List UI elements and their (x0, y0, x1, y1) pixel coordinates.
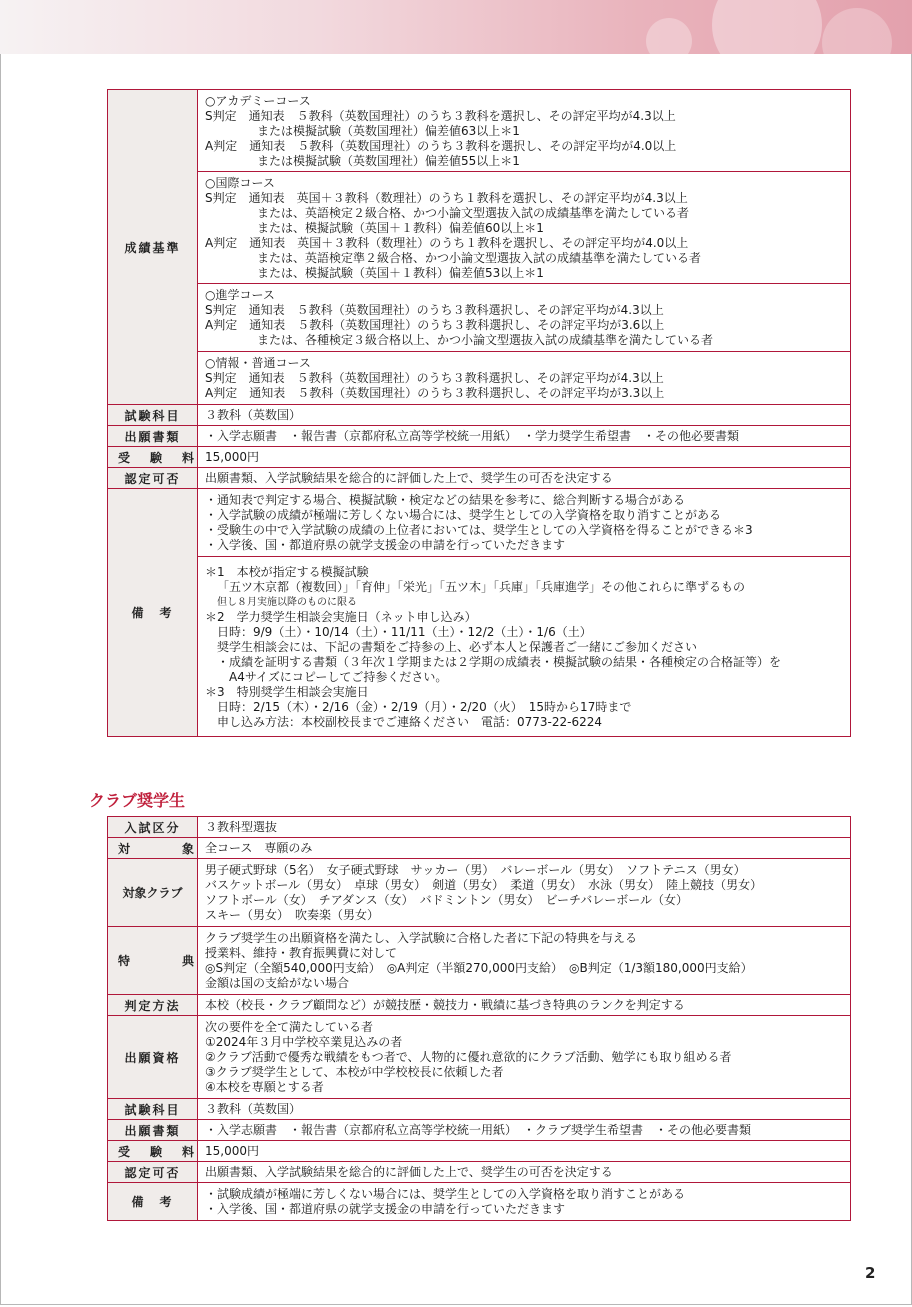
text-line: A判定 通知表 ５教科（英数国理社）のうち３教科を選択し、その評定平均が4.0以上 (205, 138, 677, 153)
decorative-circle (646, 18, 692, 54)
text-line: スキー（男女） 吹奏楽（男女） (205, 908, 380, 922)
text-line: 次の要件を全て満たしている者 (205, 1020, 374, 1034)
documents-value-2: ・入学志願書 ・報告書（京都府私立高等学校統一用紙） ・クラブ奨学生希望書 ・その他必要書類 (198, 1120, 851, 1141)
text-line: ・受験生の中で入学試験の成績の上位者においては、奨学生としての入学資格を得ることができる＊3 (205, 523, 753, 537)
text-line: ＊2 学力奨学生相談会実施日（ネット申し込み） (205, 609, 477, 624)
method-header: 判定方法 (108, 995, 198, 1016)
text-line: ○国際コース (205, 175, 275, 190)
text-line: クラブ奨学生の出願資格を満たし、入学試験に合格した者に下記の特典を与える (205, 931, 638, 945)
decision-value: 出願書類、入学試験結果を総合的に評価した上で、奨学生の可否を決定する (198, 468, 851, 489)
text-line: ○進学コース (205, 288, 275, 302)
page-number: 2 (865, 1264, 876, 1282)
text-line: 申し込み方法：本校副校長までご連絡ください 電話：0773-22-6224 (217, 714, 603, 729)
text-line: または模擬試験（英数国理社）偏差値63以上＊1 (257, 123, 520, 138)
remarks-general (198, 489, 851, 557)
text-line: ＊1 本校が指定する模擬試験 (205, 564, 369, 579)
text-line: S判定 通知表 英国＋３教科（数理社）のうち１教科を選択し、その評定平均が4.3以上 (205, 190, 688, 205)
section-title: クラブ奨学生 (89, 791, 186, 810)
text-line: または、各種検定３級合格以上、かつ小論文型選抜入試の成績基準を満たしている者 (257, 333, 714, 347)
entry-type-header: 入試区分 (108, 817, 198, 838)
method-value: 本校（校長・クラブ顧問など）が競技歴・競技力・戦績に基づき特典のランクを判定する (198, 995, 851, 1016)
text-line: または模擬試験（英数国理社）偏差値55以上＊1 (257, 153, 520, 168)
decorative-circle (712, 0, 822, 54)
documents-header: 出願書類 (108, 426, 198, 447)
fee-value: 15,000円 (198, 447, 851, 468)
benefits-header: 特 典 (108, 927, 198, 995)
text-line: ・入学後、国・都道府県の就学支援金の申請を行っていただきます (205, 538, 566, 552)
text-line: 日時：2/15（木）・2/16（金）・2/19（月）・2/20（火） 15時から17時まで (217, 699, 632, 714)
text-line: ③クラブ奨学生として、本校が中学校校長に依頼した者 (205, 1065, 504, 1079)
text-line: A判定 通知表 ５教科（英数国理社）のうち３教科選択し、その評定平均が3.6以上 (205, 318, 665, 332)
text-line: ソフトボール（女） チアダンス（女） バドミントン（男女） ビーチバレーボール（女） (205, 893, 689, 907)
decision-header-2: 認定可否 (108, 1162, 198, 1183)
decision-value-2: 出願書類、入学試験結果を総合的に評価した上で、奨学生の可否を決定する (198, 1162, 851, 1183)
remarks-notes (198, 557, 851, 737)
text-line: S判定 通知表 ５教科（英数国理社）のうち３教科選択し、その評定平均が4.3以上 (205, 303, 664, 317)
course-advance (198, 284, 851, 352)
remarks-value-2 (198, 1183, 851, 1221)
text-line: ・入学試験の成績が極端に芳しくない場合には、奨学生としての入学資格を取り消すことがある (205, 508, 722, 522)
remarks-header: 備 考 (108, 489, 198, 737)
club-scholarship-table (107, 816, 851, 1221)
text-line: ○情報・普通コース (205, 356, 311, 370)
text-line: ④本校を専願とする者 (205, 1080, 324, 1094)
clubs-value (198, 859, 851, 927)
text-line: または、英語検定準２級合格、かつ小論文型選抜入試の成績基準を満たしている者 (257, 250, 702, 265)
text-line: 「五ツ木京都（複数回）」「育伸」「栄光」「五ツ木」「兵庫」「兵庫進学」その他これらに準ずるもの (217, 579, 746, 594)
text-line: または、英語検定２級合格、かつ小論文型選抜入試の成績基準を満たしている者 (257, 205, 690, 220)
text-line: ○アカデミーコース (205, 93, 311, 108)
text-line: A判定 通知表 英国＋３教科（数理社）のうち１教科を選択し、その評定平均が4.0以上 (205, 235, 689, 250)
text-line: 奨学生相談会には、下記の書類をご持参の上、必ず本人と保護者ご一緒にご参加ください (217, 639, 698, 654)
decorative-circle (822, 8, 892, 54)
course-international (198, 172, 851, 284)
text-line: ◎S判定（全額540,000円支給） ◎A判定（半額270,000円支給） ◎B判定（1/3額180,000円支給） (205, 961, 753, 975)
documents-value: ・入学志願書 ・報告書（京都府私立高等学校統一用紙） ・学力奨学生希望書 ・その他必要書類 (198, 426, 851, 447)
eligibility-value (198, 1016, 851, 1099)
fee-value-2: 15,000円 (198, 1141, 851, 1162)
course-info-general (198, 352, 851, 405)
clubs-header: 対象クラブ (108, 859, 198, 927)
decision-header: 認定可否 (108, 468, 198, 489)
entry-type-value: ３教科型選抜 (198, 817, 851, 838)
text-line: ②クラブ活動で優秀な戦績をもつ者で、人物的に優れ意欲的にクラブ活動、勉学にも取り組める者 (205, 1050, 732, 1064)
text-line: ・入学後、国・都道府県の就学支援金の申請を行っていただきます (205, 1202, 566, 1216)
text-line: A4サイズにコピーしてご持参ください。 (217, 669, 448, 684)
exam-subjects-header-2: 試験科目 (108, 1099, 198, 1120)
exam-subjects-value: ３教科（英数国） (198, 405, 851, 426)
text-line: または、模擬試験（英国＋１教科）偏差値53以上＊1 (257, 265, 544, 280)
text-line: A判定 通知表 ５教科（英数国理社）のうち３教科選択し、その評定平均が3.3以上 (205, 386, 665, 400)
text-line: 但し８月実施以降のものに限る (217, 596, 357, 608)
text-line: 授業料、維持・教育振興費に対して (205, 946, 398, 960)
documents-header-2: 出願書類 (108, 1120, 198, 1141)
header-band (0, 0, 912, 54)
course-academy (198, 90, 851, 172)
text-line: ＊3 特別奨学生相談会実施日 (205, 684, 369, 699)
fee-header: 受験料 (108, 447, 198, 468)
benefits-value (198, 927, 851, 995)
text-line: バスケットボール（男女） 卓球（男女） 剣道（男女） 柔道（男女） 水泳（男女） 陸上競技（男女） (205, 878, 763, 892)
text-line: ・成績を証明する書類（３年次１学期または２学期の成績表・模擬試験の結果・各種検定の合格証等）を (217, 654, 782, 669)
text-line: 金額は国の支給がない場合 (205, 976, 350, 990)
text-line: または、模擬試験（英国＋１教科）偏差値60以上＊1 (257, 220, 544, 235)
text-line: ①2024年３月中学校卒業見込みの者 (205, 1035, 403, 1049)
exam-subjects-header: 試験科目 (108, 405, 198, 426)
text-line: ・試験成績が極端に芳しくない場合には、奨学生としての入学資格を取り消すことがある (205, 1187, 686, 1201)
exam-subjects-value-2: ３教科（英数国） (198, 1099, 851, 1120)
grade-criteria-header: 成績基準 (108, 90, 198, 405)
target-header: 対 象 (108, 838, 198, 859)
fee-header-2: 受験料 (108, 1141, 198, 1162)
text-line: S判定 通知表 ５教科（英数国理社）のうち３教科選択し、その評定平均が4.3以上 (205, 371, 664, 385)
text-line: ・通知表で判定する場合、模擬試験・検定などの結果を参考に、総合判断する場合がある (205, 493, 686, 507)
remarks-header-2: 備 考 (108, 1183, 198, 1221)
text-line: 日時：9/9（土）・10/14（土）・11/11（土）・12/2（土）・1/6（土） (217, 624, 592, 639)
eligibility-header: 出願資格 (108, 1016, 198, 1099)
text-line: S判定 通知表 ５教科（英数国理社）のうち３教科を選択し、その評定平均が4.3以上 (205, 108, 676, 123)
target-value: 全コース 専願のみ (198, 838, 851, 859)
academic-scholarship-table (107, 89, 851, 737)
text-line: 男子硬式野球（5名） 女子硬式野球 サッカー（男） バレーボール（男女） ソフトテニス（男女） (205, 863, 746, 877)
